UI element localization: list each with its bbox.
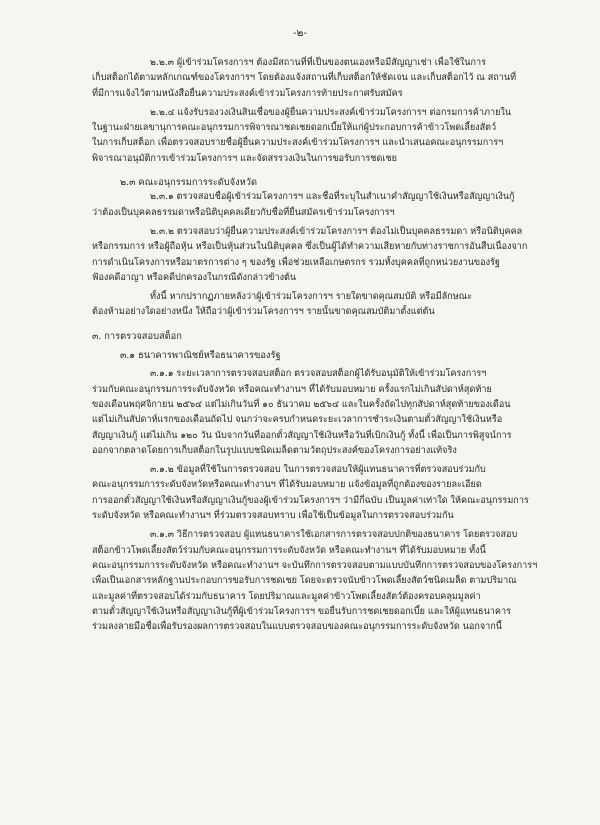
text-line: เพื่อเป็นเอกสารหลักฐานประกอบการขอรับการชดเชย โดยจะตรวจนับข้าวโพดเลี้ยงสัตว์ชนิดเมล็ด ตามปริมาณ (92, 576, 517, 587)
text-line: ๒.๒.๓ ผู้เข้าร่วมโครงการฯ ต้องมีสถานที่ที่เป็นของตนเองหรือมีสัญญาเช่า เพื่อใช้ในการ (150, 58, 487, 68)
document-body (0, 56, 600, 635)
text-line: พิจารณาอนุมัติการเข้าร่วมโครงการฯ และจัดสรรวงเงินในการขอรับการชดเชย (92, 153, 397, 164)
text-line: ทั้งนี้ หากปรากฏภายหลังว่าผู้เข้าร่วมโครงการฯ รายใดขาดคุณสมบัติ หรือมีลักษณะ (150, 292, 472, 303)
text-line: ระดับจังหวัด หรือคณะทำงานฯ ที่ร่วมตรวจสอบทราบ เพื่อใช้เป็นข้อมูลในการตรวจสอบร่วมกัน (92, 511, 454, 522)
section-heading: ๓.๑ ธนาคารพาณิชย์หรือธนาคารของรัฐ (120, 350, 281, 362)
text-line: คณะอนุกรรมการระดับจังหวัด หรือคณะทำงานฯ จะบันทึกการตรวจสอบตามแบบบันทึกการตรวจสอบของโครงการฯ (92, 560, 538, 571)
text-line: ต้องห้ามอย่างใดอย่างหนึ่ง ให้ถือว่าผู้เข้าร่วมโครงการฯ รายนั้นขาดคุณสมบัติมาตั้งแต่ต้น (92, 307, 435, 318)
text-line: ร่วมลงลายมือชื่อเพื่อรับรองผลการตรวจสอบในแบบตรวจสอบของคณะอนุกรรมการระดับจังหวัด นอกจากนี้ (92, 622, 503, 633)
text-line: ฟ้องคดีอาญา หรือคดีปกครองในกรณีดังกล่าวข้างต้น (92, 272, 297, 283)
text-line: เก็บสต็อกได้ตามหลักเกณฑ์ของโครงการฯ โดยต้องแจ้งสถานที่เก็บสต็อกให้ชัดเจน และเก็บสต็อกไว้ ณ สถานที่ (92, 73, 517, 84)
text-line: ๓.๑.๑ ระยะเวลาการตรวจสอบสต็อก ตรวจสอบสต็อกผู้ได้รับอนุมัติให้เข้าร่วมโครงการฯ (150, 369, 487, 380)
text-line: ของเดือนพฤศจิกายน ๒๕๖๔ แต่ไม่เกินวันที่ ๑๐ ธันวาคม ๒๕๖๔ และในครั้งถัดไปทุกสัปดาห์สุดท้ายของเดือน (92, 399, 511, 410)
text-line: สัญญาเงินกู้ แต่ไม่เกิน ๑๒๐ วัน นับจากวันที่ออกตั๋วสัญญาใช้เงินหรือวันที่เบิกเงินกู้ ทั้งนี้ เพื่อเป็นการพิสูจน์การ (92, 430, 512, 441)
text-line: และมูลค่าที่ตรวจสอบได้ร่วมกับธนาคาร โดยปริมาณและมูลค่าข้าวโพดเลี้ยงสัตว์ต้องครอบคลุมมูลค่า (92, 591, 481, 602)
text-line: ในฐานะฝ่ายเลขานุการคณะอนุกรรมการพิจารณาชดเชยดอกเบี้ยให้แก่ผู้ประกอบการค้าข้าวโพดเลี้ยงสัตว์ (92, 123, 497, 134)
text-line: แต่ไม่เกินสัปดาห์แรกของเดือนถัดไป จนกว่าจะครบกำหนดระยะเวลาการชำระเงินตามตั๋วสัญญาใช้เงินหรือ (92, 415, 503, 426)
text-line: หรือกรรมการ หรือผู้ถือหุ้น หรือเป็นหุ้นส่วนในนิติบุคคล ซึ่งเป็นผู้ได้ทำความเสียหายกับทางราชการอันสืบเนื่องจาก (92, 242, 528, 253)
text-line: ๓.๑.๓ วิธีการตรวจสอบ ผู้แทนธนาคารใช้เอกสารการตรวจสอบปกติของธนาคาร โดยตรวจสอบ (150, 530, 518, 541)
section-heading: ๓. การตรวจสอบสต็อก (92, 330, 182, 342)
text-line: ที่มีการแจ้งไว้ตามหนังสือยื่นความประสงค์เข้าร่วมโครงการท้ายประกาศรับสมัคร (92, 88, 403, 99)
paragraph-gap (0, 321, 600, 329)
text-line: ตามตั๋วสัญญาใช้เงินหรือสัญญาเงินกู้ที่ผู้เข้าร่วมโครงการฯ ขอยื่นรับการชดเชยดอกเบี้ย และให้ผู้แทนธนาคาร (92, 606, 511, 617)
text-line: การออกตั๋วสัญญาใช้เงินหรือสัญญาเงินกู้ของผู้เข้าร่วมโครงการฯ ว่ามีกี่ฉบับ เป็นมูลค่าเท่าใด ให้คณะอนุกรรมการ (92, 495, 529, 506)
text-line: ว่าต้องเป็นบุคคลธรรมดาหรือนิติบุคคลเดียวกับชื่อที่ยื่นสมัครเข้าร่วมโครงการฯ (92, 207, 395, 218)
text-line: ๓.๑.๒ ข้อมูลที่ใช้ในการตรวจสอบ ในการตรวจสอบให้ผู้แทนธนาคารที่ตรวจสอบร่วมกับ (150, 465, 486, 476)
text-line: คณะอนุกรรมการระดับจังหวัดหรือคณะทำงานฯ ที่ได้รับมอบหมาย แจ้งข้อมูลที่ถูกต้องของรายละเอียด (92, 480, 482, 491)
paragraph-gap (0, 167, 600, 175)
text-line: ออกจากตลาดโดยการเก็บสต็อกในรูปแบบชนิดเมล็ดตามวัตถุประสงค์ของโครงการอย่างแท้จริง (92, 445, 457, 456)
text-line: ๒.๒.๔ แจ้งรับรองวงเงินสินเชื่อของผู้ยื่นความประสงค์เข้าร่วมโครงการฯ ต่อกรมการค้าภายใน (150, 107, 512, 118)
section-heading: ๒.๓ คณะอนุกรรมการระดับจังหวัด (120, 177, 258, 189)
text-line: ๒.๓.๒ ตรวจสอบว่าผู้ยื่นความประสงค์เข้าร่วมโครงการฯ ต้องไม่เป็นบุคคลธรรมดา หรือนิติบุคคล (150, 226, 523, 237)
page-number: -๒- (292, 27, 308, 39)
text-line: ในการเก็บสต็อก เพื่อตรวจสอบรายชื่อผู้ยื่นความประสงค์เข้าร่วมโครงการฯ และนำเสนอคณะอนุกรรมการฯ (92, 138, 504, 149)
text-line: สต็อกข้าวโพดเลี้ยงสัตว์ร่วมกับคณะอนุกรรมการระดับจังหวัด หรือคณะทำงานฯ ที่ได้รับมอบหมาย ทั้งนี้ (92, 545, 486, 556)
text-line: การดำเนินโครงการหรือมาตรการต่าง ๆ ของรัฐ เพื่อช่วยเหลือเกษตรกร รวมทั้งบุคคลที่ถูกหน่วยงานของรัฐ (92, 257, 500, 268)
text-line: ๒.๓.๑ ตรวจสอบชื่อผู้เข้าร่วมโครงการฯ และชื่อที่ระบุในสำเนาคำสัญญาใช้เงินหรือสัญญาเงินกู้ (150, 192, 515, 203)
text-line: ร่วมกับคณะอนุกรรมการระดับจังหวัด หรือคณะทำงานฯ ที่ได้รับมอบหมาย ครั้งแรกไม่เกินสัปดาห์สุดท้าย (92, 384, 492, 395)
